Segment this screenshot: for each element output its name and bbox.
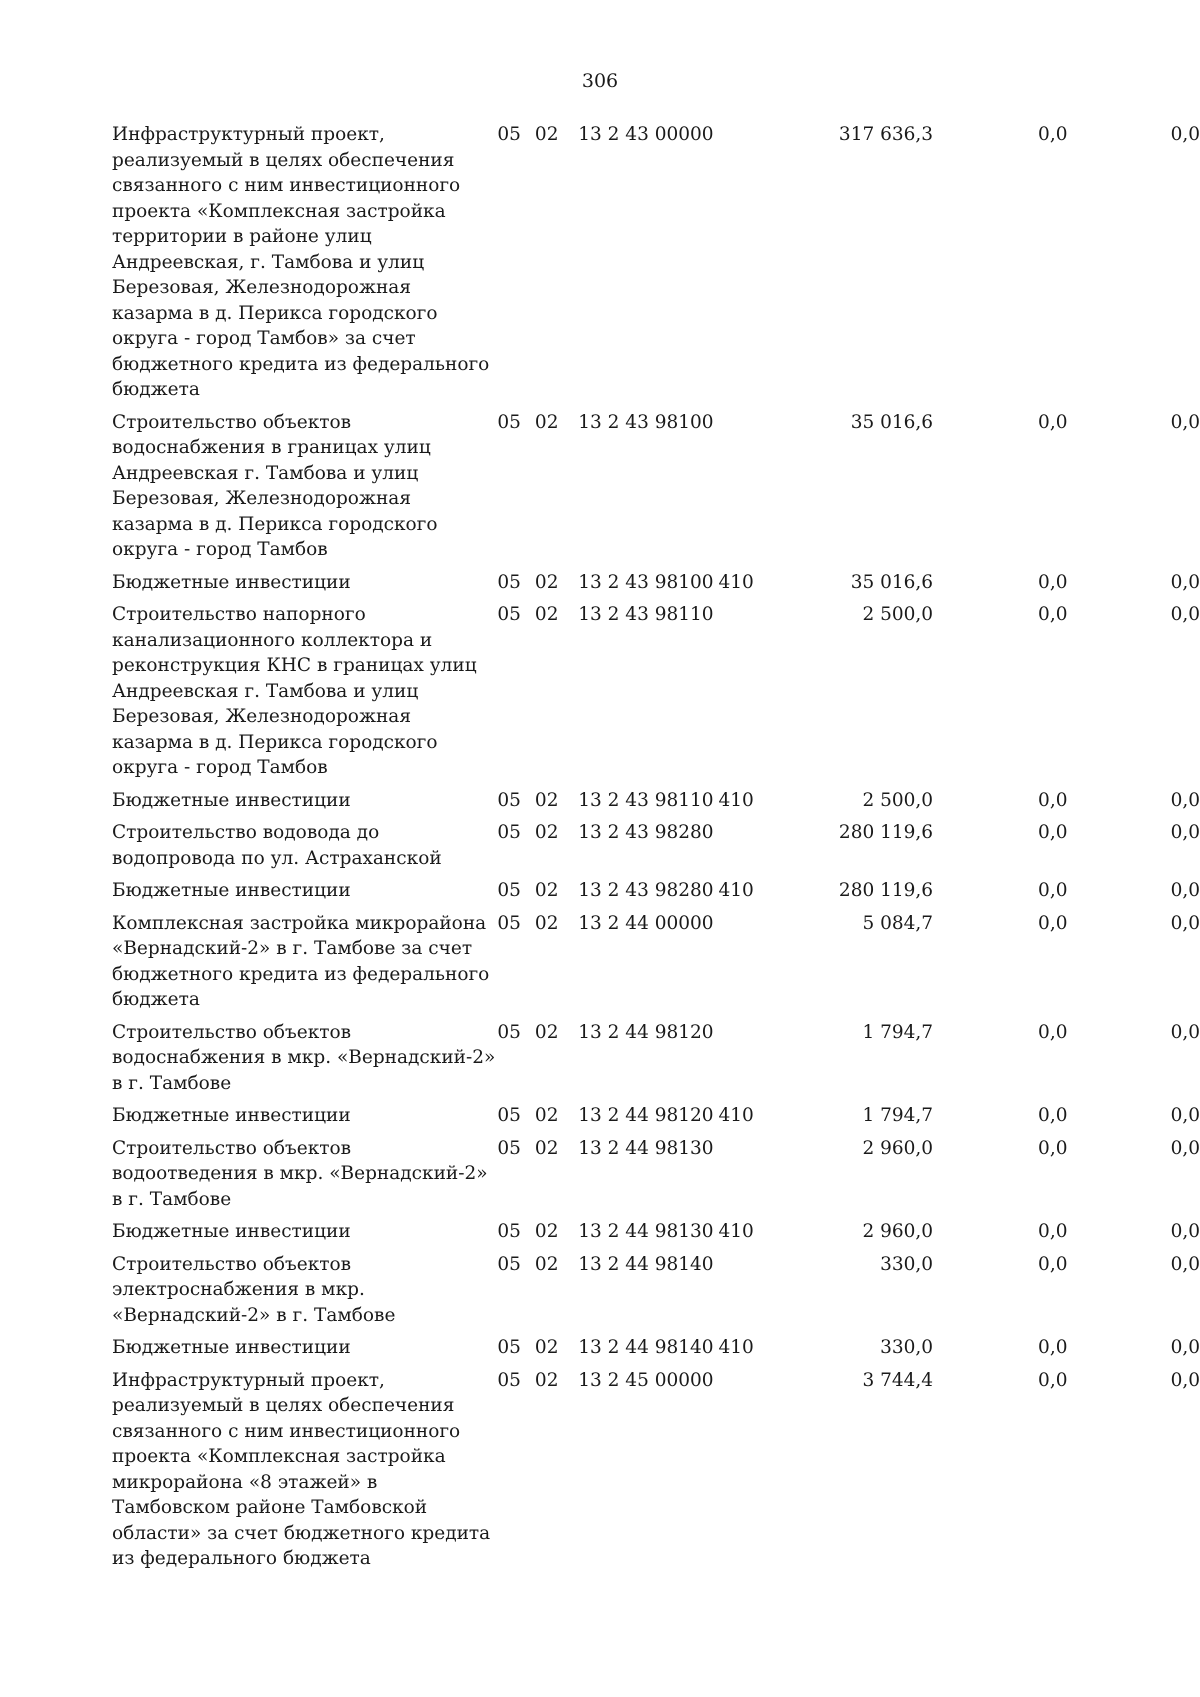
section-cell: 05 bbox=[497, 1253, 521, 1275]
subsection-cell: 02 bbox=[534, 789, 559, 811]
target-code-cell: 13 2 45 00000 bbox=[578, 1369, 714, 1391]
target-code-cell: 13 2 43 98100 bbox=[578, 571, 714, 593]
amount-cell-2: 0,0 bbox=[1038, 1221, 1068, 1242]
amount-cell-2: 0,0 bbox=[1038, 1021, 1068, 1043]
amount-cell-1: 330,0 bbox=[880, 1337, 934, 1358]
amount-cell-1: 2 500,0 bbox=[862, 604, 934, 625]
expense-type-cell bbox=[718, 1136, 783, 1220]
expense-type-cell bbox=[718, 122, 783, 410]
amount-cell-3: 0,0 bbox=[1170, 1021, 1200, 1043]
expense-type-cell: 410 bbox=[718, 571, 754, 593]
row-name-cell: Строительство объектов водоснабжения в границах улиц Андреевская г. Тамбова и улиц Березовая, Железнодорожная казарма в д. Перикса городского округа - город Тамбов bbox=[112, 411, 438, 560]
row-name-cell: Бюджетные инвестиции bbox=[112, 571, 351, 593]
amount-cell-1: 330,0 bbox=[880, 1253, 934, 1275]
expense-type-cell bbox=[718, 1252, 783, 1336]
amount-cell-1: 2 960,0 bbox=[862, 1221, 934, 1242]
amount-cell-3: 0,0 bbox=[1170, 1253, 1200, 1275]
subsection-cell: 02 bbox=[534, 571, 559, 593]
row-name-cell: Бюджетные инвестиции bbox=[112, 1221, 351, 1242]
amount-cell-1: 35 016,6 bbox=[850, 571, 934, 593]
target-code-cell: 13 2 44 98120 bbox=[578, 1021, 714, 1043]
expense-type-cell bbox=[718, 820, 783, 878]
row-name-cell: Строительство напорного канализационного коллектора и реконструкция КНС в границах улиц Андреевская г. Тамбова и улиц Березовая, Железнодорожная казарма в д. Перикса городского округа - город Тамбов bbox=[112, 604, 477, 778]
amount-cell-1: 280 119,6 bbox=[838, 822, 934, 843]
subsection-cell: 02 bbox=[534, 1337, 559, 1358]
section-cell: 05 bbox=[497, 1221, 521, 1242]
amount-cell-2: 0,0 bbox=[1038, 912, 1068, 934]
amount-cell-2: 0,0 bbox=[1038, 571, 1068, 593]
subsection-cell: 02 bbox=[534, 822, 559, 843]
amount-cell-3: 0,0 bbox=[1170, 1137, 1200, 1159]
subsection-cell: 02 bbox=[534, 1221, 559, 1242]
table-row bbox=[112, 1335, 1200, 1368]
row-name-cell: Бюджетные инвестиции bbox=[112, 1337, 351, 1358]
amount-cell-1: 3 744,4 bbox=[862, 1369, 934, 1391]
row-name-cell: Бюджетные инвестиции bbox=[112, 880, 351, 901]
subsection-cell: 02 bbox=[534, 1105, 559, 1126]
target-code-cell: 13 2 43 98100 bbox=[578, 411, 714, 433]
table-body bbox=[112, 122, 1200, 1579]
subsection-cell: 02 bbox=[534, 604, 559, 625]
section-cell: 05 bbox=[497, 789, 521, 811]
target-code-cell: 13 2 44 98120 bbox=[578, 1105, 714, 1126]
table-row bbox=[112, 570, 1200, 603]
target-code-cell: 13 2 44 98130 bbox=[578, 1137, 714, 1159]
subsection-cell: 02 bbox=[534, 1021, 559, 1043]
table-row bbox=[112, 1020, 1200, 1104]
section-cell: 05 bbox=[497, 604, 521, 625]
section-cell: 05 bbox=[497, 1137, 521, 1159]
subsection-cell: 02 bbox=[534, 912, 559, 934]
expense-type-cell: 410 bbox=[718, 789, 754, 811]
row-name-cell: Строительство объектов электроснабжения в мкр. «Вернадский-2» в г. Тамбове bbox=[112, 1253, 396, 1326]
amount-cell-2: 0,0 bbox=[1038, 880, 1068, 901]
amount-cell-2: 0,0 bbox=[1038, 822, 1068, 843]
expense-type-cell bbox=[718, 911, 783, 1020]
row-name-cell: Комплексная застройка микрорайона «Вернадский-2» в г. Тамбове за счет бюджетного кредита из федерального бюджета bbox=[112, 912, 490, 1010]
target-code-cell: 13 2 44 98130 bbox=[578, 1221, 714, 1242]
target-code-cell: 13 2 43 00000 bbox=[578, 124, 714, 145]
amount-cell-3: 0,0 bbox=[1170, 1369, 1200, 1391]
amount-cell-2: 0,0 bbox=[1038, 604, 1068, 625]
expense-type-cell bbox=[718, 410, 783, 570]
amount-cell-1: 2 500,0 bbox=[862, 789, 934, 811]
amount-cell-2: 0,0 bbox=[1038, 1369, 1068, 1391]
section-cell: 05 bbox=[497, 880, 521, 901]
section-cell: 05 bbox=[497, 1105, 521, 1126]
amount-cell-3: 0,0 bbox=[1170, 789, 1200, 811]
amount-cell-3: 0,0 bbox=[1170, 571, 1200, 593]
target-code-cell: 13 2 44 98140 bbox=[578, 1253, 714, 1275]
table-row bbox=[112, 1219, 1200, 1252]
row-name-cell: Инфраструктурный проект, реализуемый в целях обеспечения связанного с ним инвестиционного проекта «Комплексная застройка микрорайона «8 этажей» в Тамбовском районе Тамбовской области» за счет бюджетного кредита из федерального бюджета bbox=[112, 1369, 491, 1569]
section-cell: 05 bbox=[497, 411, 521, 433]
table-row bbox=[112, 122, 1200, 410]
subsection-cell: 02 bbox=[534, 124, 559, 145]
amount-cell-1: 5 084,7 bbox=[862, 912, 934, 934]
table-row bbox=[112, 1368, 1200, 1579]
amount-cell-3: 0,0 bbox=[1170, 1337, 1200, 1358]
section-cell: 05 bbox=[497, 124, 521, 145]
expense-type-cell bbox=[718, 602, 783, 788]
row-name-cell: Строительство объектов водоотведения в мкр. «Вернадский-2» в г. Тамбове bbox=[112, 1137, 488, 1210]
expense-type-cell bbox=[718, 1020, 783, 1104]
table-row bbox=[112, 911, 1200, 1020]
target-code-cell: 13 2 43 98280 bbox=[578, 880, 714, 901]
amount-cell-1: 2 960,0 bbox=[862, 1137, 934, 1159]
target-code-cell: 13 2 43 98280 bbox=[578, 822, 714, 843]
row-name-cell: Строительство объектов водоснабжения в мкр. «Вернадский-2» в г. Тамбове bbox=[112, 1021, 496, 1094]
amount-cell-2: 0,0 bbox=[1038, 1105, 1068, 1126]
table-row bbox=[112, 878, 1200, 911]
expense-type-cell: 410 bbox=[718, 1337, 754, 1358]
table-row bbox=[112, 820, 1200, 878]
amount-cell-3: 0,0 bbox=[1170, 411, 1200, 433]
subsection-cell: 02 bbox=[534, 880, 559, 901]
amount-cell-3: 0,0 bbox=[1170, 604, 1200, 625]
expense-type-cell: 410 bbox=[718, 880, 754, 901]
section-cell: 05 bbox=[497, 1369, 521, 1391]
amount-cell-3: 0,0 bbox=[1170, 1105, 1200, 1126]
subsection-cell: 02 bbox=[534, 1369, 559, 1391]
target-code-cell: 13 2 44 00000 bbox=[578, 912, 714, 934]
amount-cell-2: 0,0 bbox=[1038, 124, 1068, 145]
amount-cell-1: 1 794,7 bbox=[862, 1105, 934, 1126]
amount-cell-2: 0,0 bbox=[1038, 1337, 1068, 1358]
row-name-cell: Бюджетные инвестиции bbox=[112, 1105, 351, 1126]
amount-cell-1: 317 636,3 bbox=[838, 124, 934, 145]
row-name-cell: Бюджетные инвестиции bbox=[112, 789, 351, 811]
table-row bbox=[112, 1136, 1200, 1220]
row-name-cell: Инфраструктурный проект, реализуемый в целях обеспечения связанного с ним инвестиционного проекта «Комплексная застройка территории в районе улиц Андреевская, г. Тамбова и улиц Березовая, Железнодорожная казарма в д. Перикса городского округа - город Тамбов» за счет бюджетного кредита из федерального бюджета bbox=[112, 124, 490, 400]
target-code-cell: 13 2 43 98110 bbox=[578, 604, 714, 625]
table-row bbox=[112, 1103, 1200, 1136]
section-cell: 05 bbox=[497, 822, 521, 843]
table-row bbox=[112, 1252, 1200, 1336]
expense-type-cell: 410 bbox=[718, 1105, 754, 1126]
section-cell: 05 bbox=[497, 571, 521, 593]
section-cell: 05 bbox=[497, 1021, 521, 1043]
table-row bbox=[112, 410, 1200, 570]
table-row bbox=[112, 602, 1200, 788]
amount-cell-3: 0,0 bbox=[1170, 124, 1200, 145]
amount-cell-3: 0,0 bbox=[1170, 822, 1200, 843]
target-code-cell: 13 2 43 98110 bbox=[578, 789, 714, 811]
section-cell: 05 bbox=[497, 912, 521, 934]
target-code-cell: 13 2 44 98140 bbox=[578, 1337, 714, 1358]
amount-cell-1: 280 119,6 bbox=[838, 880, 934, 901]
amount-cell-3: 0,0 bbox=[1170, 912, 1200, 934]
expense-type-cell bbox=[718, 1368, 783, 1579]
amount-cell-2: 0,0 bbox=[1038, 1137, 1068, 1159]
row-name-cell: Строительство водовода до водопровода по ул. Астраханской bbox=[112, 822, 442, 869]
amount-cell-1: 35 016,6 bbox=[850, 411, 934, 433]
budget-table bbox=[112, 122, 1200, 1579]
section-cell: 05 bbox=[497, 1337, 521, 1358]
page-number: 306 bbox=[581, 70, 619, 92]
subsection-cell: 02 bbox=[534, 411, 559, 433]
amount-cell-2: 0,0 bbox=[1038, 411, 1068, 433]
expense-type-cell: 410 bbox=[718, 1221, 754, 1242]
subsection-cell: 02 bbox=[534, 1137, 559, 1159]
table-row bbox=[112, 788, 1200, 821]
amount-cell-3: 0,0 bbox=[1170, 880, 1200, 901]
amount-cell-2: 0,0 bbox=[1038, 789, 1068, 811]
subsection-cell: 02 bbox=[534, 1253, 559, 1275]
amount-cell-1: 1 794,7 bbox=[862, 1021, 934, 1043]
amount-cell-3: 0,0 bbox=[1170, 1221, 1200, 1242]
amount-cell-2: 0,0 bbox=[1038, 1253, 1068, 1275]
